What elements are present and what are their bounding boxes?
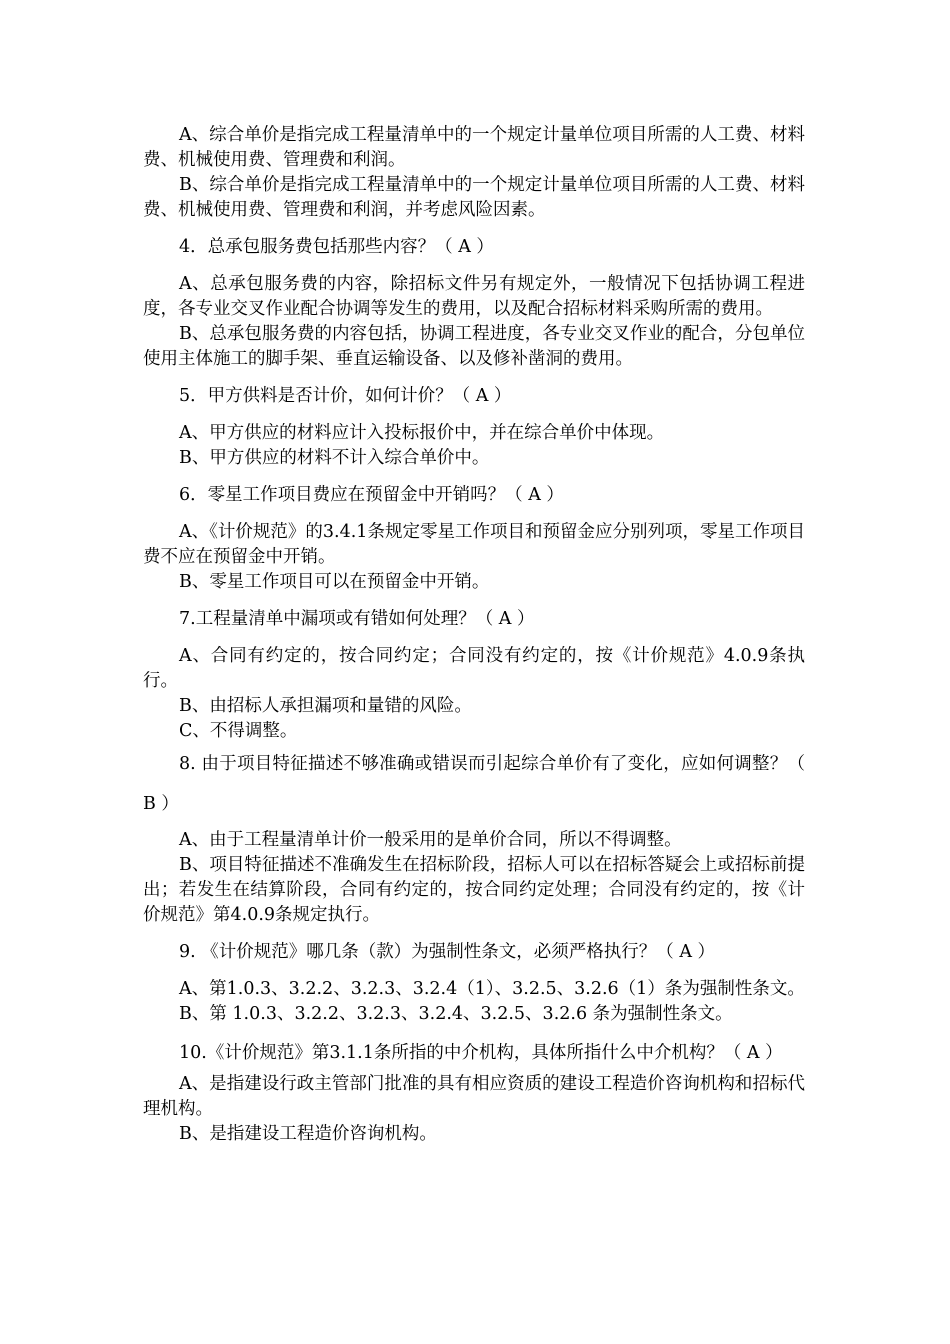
answer-5a: A、甲方供应的材料应计入投标报价中，并在综合单价中体现。 bbox=[179, 423, 665, 443]
document-body bbox=[143, 123, 805, 1147]
question-10: 10.《计价规范》第3.1.1条所指的中介机构，具体所指什么中介机构？（ A ） bbox=[179, 1043, 783, 1063]
answer-3b: B、综合单价是指完成工程量清单中的一个规定计量单位项目所需的人工费、材料费、机械使用费、管理费和利润，并考虑风险因素。 bbox=[143, 175, 805, 220]
answer-6b: B、零星工作项目可以在预留金中开销。 bbox=[179, 572, 490, 592]
answer-8b: B、项目特征描述不准确发生在招标阶段，招标人可以在招标答疑会上或招标前提出；若发生在结算阶段，合同有约定的，按合同约定处理；合同没有约定的，按《计价规范》第4.0.9条规定执行。 bbox=[143, 855, 805, 925]
answer-4a: A、总承包服务费的内容，除招标文件另有规定外，一般情况下包括协调工程进度，各专业交叉作业配合协调等发生的费用，以及配合招标材料采购所需的费用。 bbox=[143, 274, 805, 319]
question-5: 5．甲方供料是否计价，如何计价？（ A ） bbox=[179, 386, 512, 406]
answer-8a: A、由于工程量清单计价一般采用的是单价合同，所以不得调整。 bbox=[179, 830, 682, 850]
answer-7b: B、由招标人承担漏项和量错的风险。 bbox=[179, 696, 472, 716]
answer-7a: A、合同有约定的，按合同约定；合同没有约定的，按《计价规范》4.0.9条执行。 bbox=[143, 646, 805, 691]
question-9: 9. 《计价规范》哪几条（款）为强制性条文，必须严格执行？（ A ） bbox=[179, 942, 716, 962]
question-4: 4．总承包服务费包括那些内容？（ A ） bbox=[179, 237, 494, 257]
answer-4b: B、总承包服务费的内容包括，协调工程进度，各专业交叉作业的配合，分包单位使用主体施工的脚手架、垂直运输设备、以及修补凿洞的费用。 bbox=[143, 324, 805, 369]
answer-5b: B、甲方供应的材料不计入综合单价中。 bbox=[179, 448, 490, 468]
answer-9a: A、第1.0.3、3.2.2、3.2.3、3.2.4（1）、3.2.5、3.2.6（1）条为强制性条文。 bbox=[179, 979, 805, 999]
question-8: 8. 由于项目特征描述不够准确或错误而引起综合单价有了变化，应如何调整？（ B ） bbox=[143, 754, 805, 814]
question-7: 7.工程量清单中漏项或有错如何处理？（ A ） bbox=[179, 609, 535, 629]
answer-10a: A、是指建设行政主管部门批准的具有相应资质的建设工程造价咨询机构和招标代理机构。 bbox=[143, 1074, 805, 1119]
answer-9b: B、第 1.0.3、3.2.2、3.2.3、3.2.4、3.2.5、3.2.6 条为强制性条文。 bbox=[179, 1004, 733, 1024]
answer-3a: A、综合单价是指完成工程量清单中的一个规定计量单位项目所需的人工费、材料费、机械使用费、管理费和利润。 bbox=[143, 125, 805, 170]
answer-7c: C、不得调整。 bbox=[179, 721, 298, 741]
question-6: 6．零星工作项目费应在预留金中开销吗？（ A ） bbox=[179, 485, 564, 505]
answer-10b: B、是指建设工程造价咨询机构。 bbox=[179, 1124, 437, 1144]
answer-6a: A、《计价规范》的3.4.1条规定零星工作项目和预留金应分别列项，零星工作项目费不应在预留金中开销。 bbox=[143, 522, 805, 567]
